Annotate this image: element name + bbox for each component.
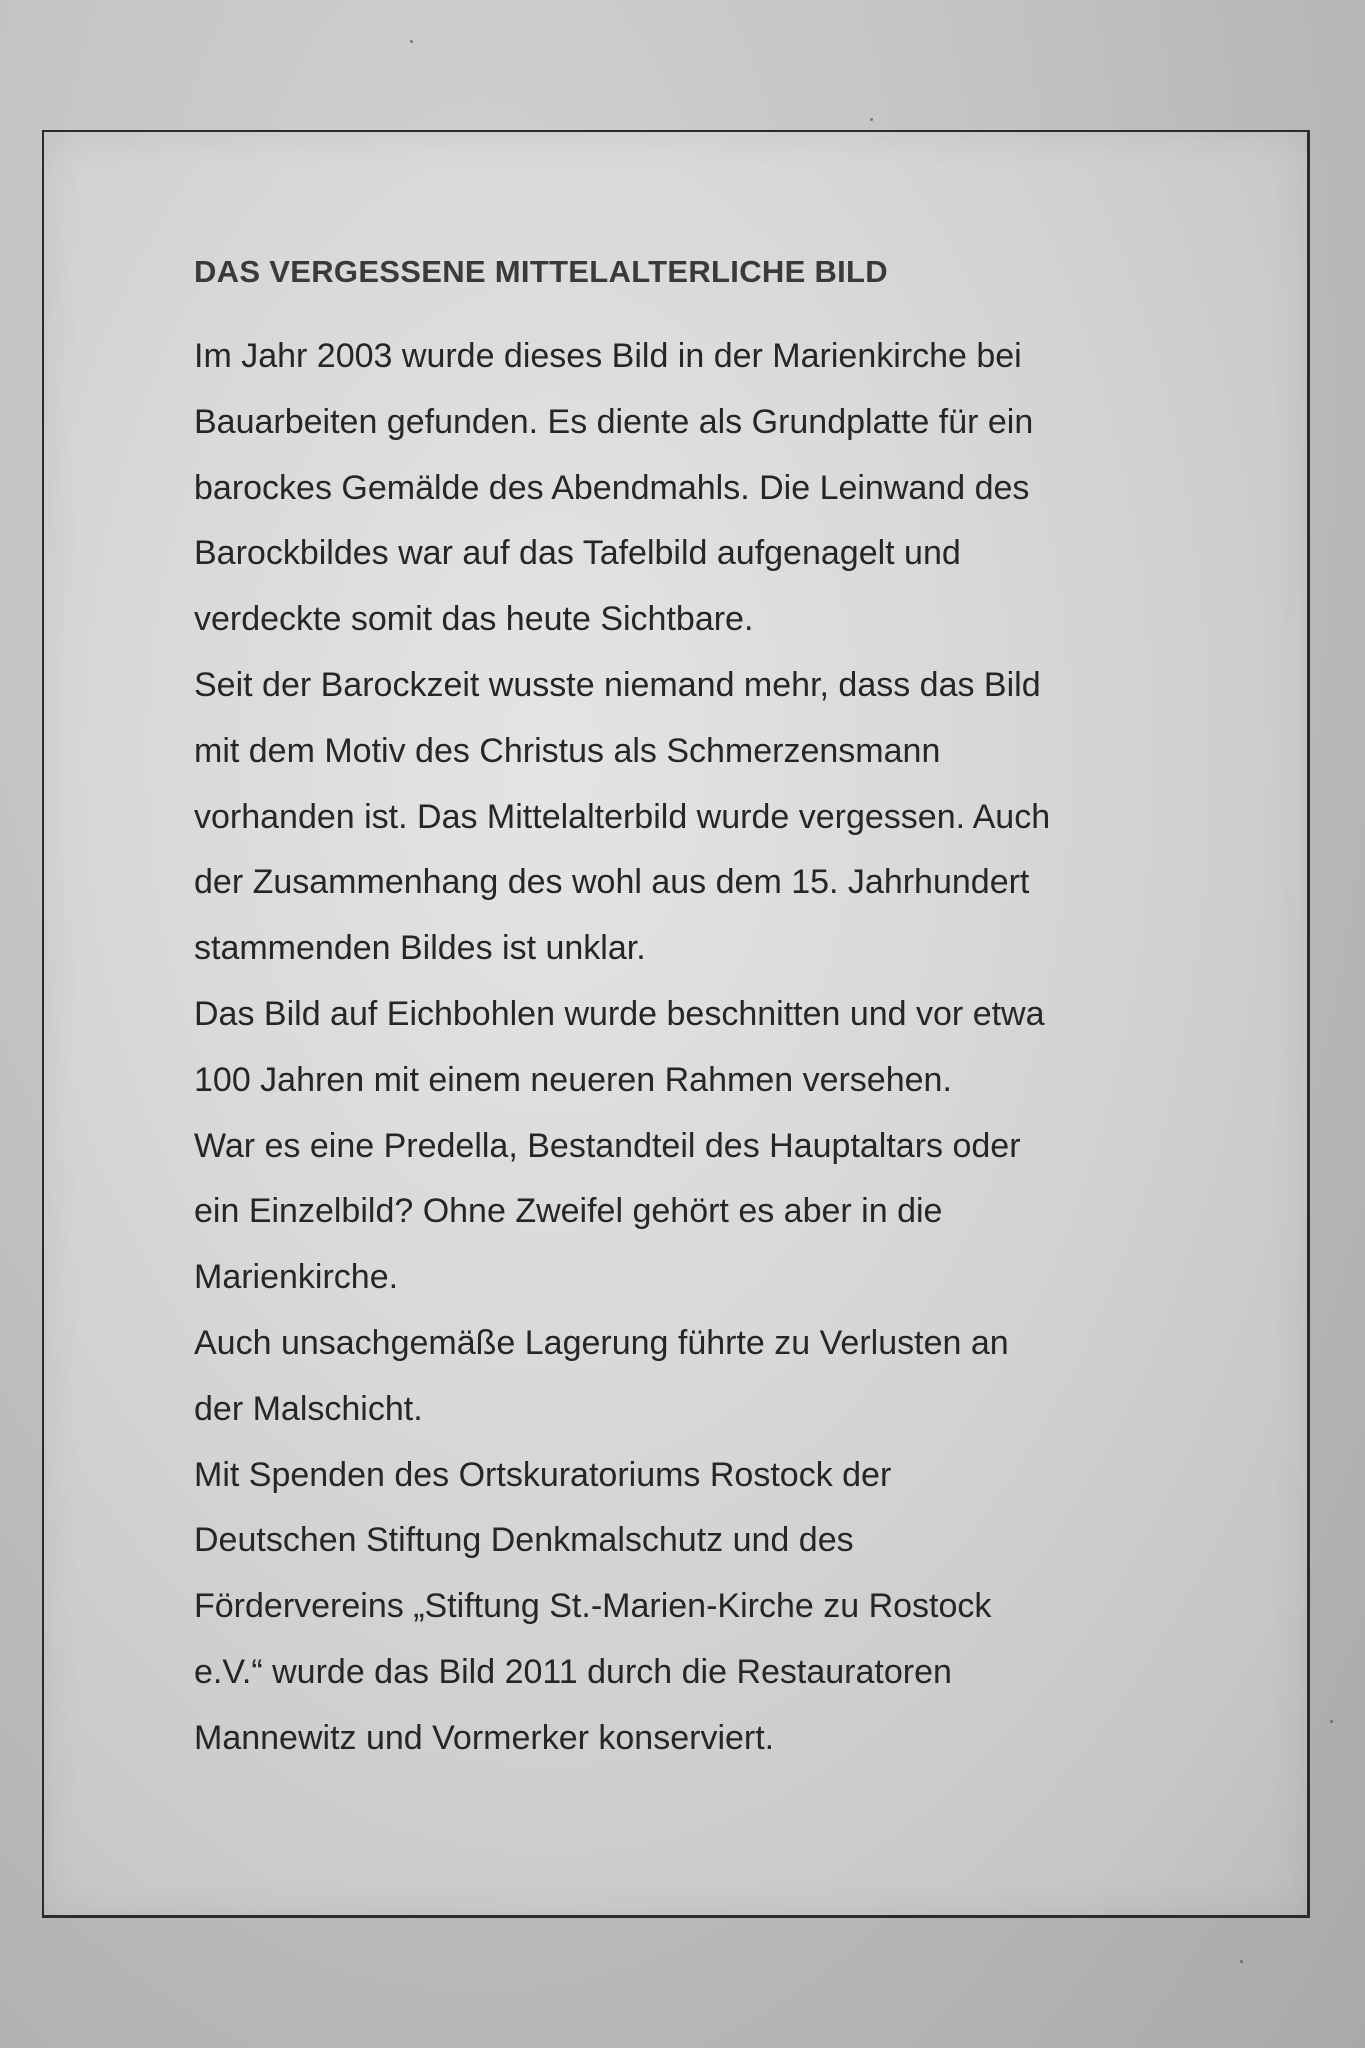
notice-line: ein Einzelbild? Ohne Zweifel gehört es aber in die bbox=[194, 1192, 943, 1231]
notice-line: Auch unsachgemäße Lagerung führte zu Verlusten an bbox=[194, 1323, 1009, 1362]
notice-line: mit dem Motiv des Christus als Schmerzensmann bbox=[194, 731, 941, 770]
notice-body bbox=[194, 324, 1214, 1772]
notice-line: stammenden Bildes ist unklar. bbox=[194, 929, 646, 968]
notice-line: Das Bild auf Eichbohlen wurde beschnitten und vor etwa bbox=[194, 994, 1045, 1033]
notice-line: Barockbildes war auf das Tafelbild aufgenagelt und bbox=[194, 534, 961, 573]
dust-speck bbox=[1330, 1720, 1333, 1723]
notice-line: Bauarbeiten gefunden. Es diente als Grundplatte für ein bbox=[194, 402, 1034, 441]
notice-line: Im Jahr 2003 wurde dieses Bild in der Marienkirche bei bbox=[194, 337, 1022, 375]
notice-line: Marienkirche. bbox=[194, 1258, 399, 1297]
notice-line: der Zusammenhang des wohl aus dem 15. Jahrhundert bbox=[194, 863, 1030, 902]
notice-line: War es eine Predella, Bestandteil des Hauptaltars oder bbox=[194, 1126, 1021, 1165]
notice-sheet bbox=[42, 130, 1310, 1918]
notice-line: vorhanden ist. Das Mittelalterbild wurde vergessen. Auch bbox=[194, 797, 1051, 836]
notice-line: Fördervereins „Stiftung St.-Marien-Kirche zu Rostock bbox=[194, 1587, 992, 1626]
dust-speck bbox=[1240, 1960, 1243, 1963]
notice-line: verdeckte somit das heute Sichtbare. bbox=[194, 600, 754, 639]
notice-line: Deutschen Stiftung Denkmalschutz und des bbox=[194, 1521, 854, 1560]
notice-content bbox=[194, 254, 1214, 1772]
dust-speck bbox=[410, 40, 413, 43]
dust-speck bbox=[870, 118, 873, 121]
notice-line: e.V.“ wurde das Bild 2011 durch die Restauratoren bbox=[194, 1652, 952, 1691]
notice-line: Mit Spenden des Ortskuratoriums Rostock der bbox=[194, 1455, 892, 1494]
notice-line: der Malschicht. bbox=[194, 1389, 423, 1428]
notice-line: Mannewitz und Vormerker konserviert. bbox=[194, 1718, 775, 1757]
notice-line: 100 Jahren mit einem neueren Rahmen versehen. bbox=[194, 1060, 952, 1099]
notice-title: DAS VERGESSENE MITTELALTERLICHE BILD bbox=[194, 254, 888, 289]
notice-line: Seit der Barockzeit wusste niemand mehr, dass das Bild bbox=[194, 665, 1041, 704]
notice-line: barockes Gemälde des Abendmahls. Die Leinwand des bbox=[194, 468, 1030, 507]
